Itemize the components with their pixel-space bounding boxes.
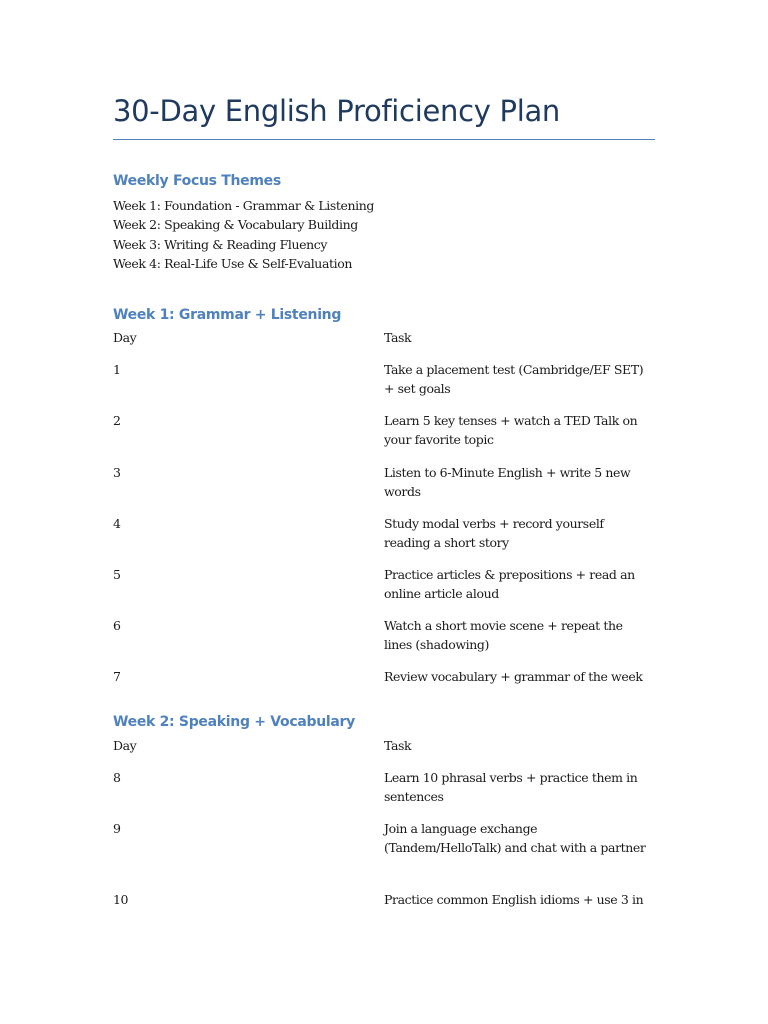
task-cell: Study modal verbs + record yourself reading a short story [384,516,604,550]
title-underline [113,139,655,140]
weekly-focus-item-week2: Week 2: Speaking & Vocabulary Building [113,217,358,233]
task-cell: Listen to 6-Minute English + write 5 new words [384,465,631,499]
day-cell: 1 [113,362,121,377]
day-cell: 6 [113,618,121,633]
column-header-task: Task [384,738,412,753]
week1-heading: Week 1: Grammar + Listening [113,307,342,323]
task-cell: Learn 10 phrasal verbs + practice them in sentences [384,770,638,804]
task-cell: Join a language exchange (Tandem/HelloTalk) and chat with a partner [384,821,646,855]
day-cell: 10 [113,892,129,907]
task-cell: Practice articles & prepositions + read an online article aloud [384,567,635,601]
day-cell: 5 [113,567,121,582]
task-cell: Take a placement test (Cambridge/EF SET) + set goals [384,362,644,396]
weekly-focus-heading: Weekly Focus Themes [113,173,281,189]
task-cell: Review vocabulary + grammar of the week [384,669,643,684]
column-header-day: Day [113,738,137,753]
task-cell: Learn 5 key tenses + watch a TED Talk on your favorite topic [384,413,638,447]
task-cell: Practice common English idioms + use 3 in [384,892,644,907]
day-cell: 2 [113,413,121,428]
weekly-focus-list [113,196,374,274]
weekly-focus-item-week1: Week 1: Foundation - Grammar & Listening [113,198,375,213]
day-cell: 3 [113,465,121,480]
day-cell: 7 [113,669,121,684]
day-cell: 8 [113,770,121,785]
day-cell: 4 [113,516,121,531]
weekly-focus-item-week4: Week 4: Real-Life Use & Self-Evaluation [113,256,353,272]
document-title: 30-Day English Proficiency Plan [113,94,560,128]
task-cell: Watch a short movie scene + repeat the lines (shadowing) [384,618,623,652]
day-cell: 9 [113,821,121,836]
column-header-day: Day [113,330,137,345]
column-header-task: Task [384,330,412,345]
week2-heading: Week 2: Speaking + Vocabulary [113,714,355,730]
weekly-focus-item-week3: Week 3: Writing & Reading Fluency [113,236,328,252]
